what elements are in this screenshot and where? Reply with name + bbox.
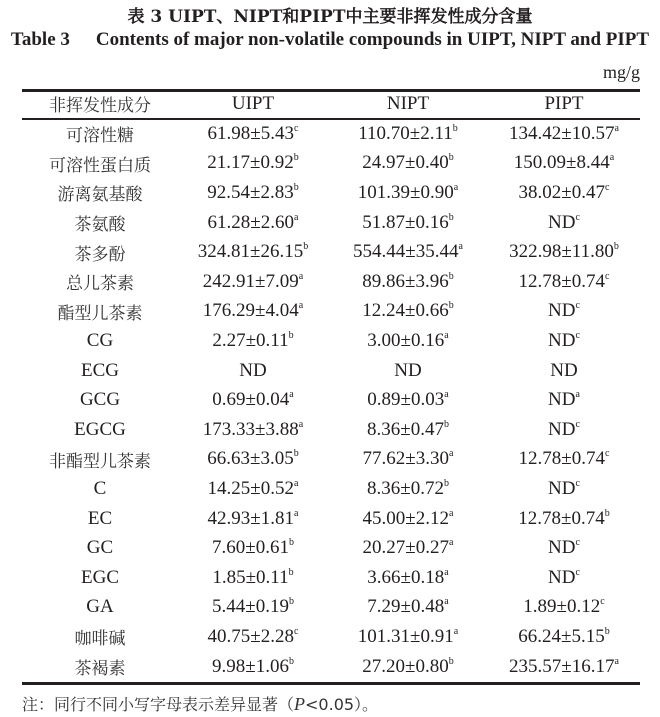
pipt-value [488,567,640,589]
mean-sd: 92.54±2.83 [207,181,294,203]
compound-name: EGCG [74,418,126,440]
note-prefix: 注：同行不同小写字母表示差异显著（ [22,695,295,714]
compound-name: GCG [79,389,121,411]
significance-letter: c [575,418,580,430]
uipt-value [178,152,328,174]
significance-letter: b [448,270,454,282]
significance-letter: b [288,655,294,667]
significance-letter: a [448,507,454,519]
pipt-value [488,123,640,145]
bottom-rule [22,682,640,685]
uipt-value [178,626,328,648]
pipt-value [488,241,640,263]
significance-letter: a [298,300,304,312]
significance-letter: c [293,122,299,134]
mean-sd: 12.24±0.66 [362,300,449,322]
table-title-cn: 表 3 UIPT、NIPT和PIPT中主要非挥发性成分含量 [127,7,533,27]
header-compound: 非挥发性成分 [49,96,151,116]
significance-letter: a [448,448,454,460]
significance-letter: b [288,329,294,341]
nipt-value [328,448,488,470]
significance-letter: b [288,566,294,578]
mean-sd: 173.33±3.88 [202,418,299,440]
nipt-value [328,152,488,174]
significance-letter: b [303,241,309,253]
table-row [22,415,640,445]
mean-sd: 8.36±0.72 [367,477,444,499]
significance-letter: b [293,152,299,164]
mean-sd: 101.39±0.90 [357,181,454,203]
mean-sd: 12.78±0.74 [518,270,605,292]
significance-letter: a [444,329,449,341]
significance-letter: a [298,418,304,430]
mean-sd: 8.36±0.47 [367,418,444,440]
mean-sd: 9.98±1.06 [212,655,289,677]
compound-name: 茶氨酸 [74,215,126,236]
compound-name: 茶褐素 [74,659,126,680]
mean-sd: ND [548,329,576,351]
uipt-value [178,182,328,204]
pipt-value [488,271,640,293]
significance-letter: b [604,507,610,519]
uipt-value [178,537,328,559]
header-row [22,89,640,118]
significance-letter: b [288,537,294,549]
table-row [22,445,640,475]
pipt-value [488,626,640,648]
header-pipt: PIPT [544,92,584,114]
compound-name: 非酯型儿茶素 [49,451,151,472]
nipt-value [328,626,488,648]
uipt-value [178,478,328,500]
significance-letter: a [444,566,449,578]
compound-name: 咖啡碱 [74,629,126,650]
pipt-value [488,389,640,411]
mean-sd: 3.66±0.18 [367,566,445,588]
compound-name: 茶多酚 [74,244,126,265]
table-row [22,297,640,327]
pipt-value [488,330,640,352]
uipt-value [178,389,328,411]
compound-name: CG [86,329,114,351]
pipt-value [488,478,640,500]
mean-sd: 2.27±0.11 [212,329,289,351]
mean-sd: 12.78±0.74 [518,448,605,470]
significance-letter: c [575,211,580,223]
table-label: Table 3 [10,29,70,50]
compound-name: ECG [81,359,119,381]
mean-sd: 150.09±8.44 [513,152,610,174]
mean-sd: 24.97±0.40 [362,152,449,174]
significance-letter: b [448,152,454,164]
significance-letter: a [458,241,463,253]
table-row [22,533,640,563]
nipt-value [328,537,488,559]
uipt-value [178,212,328,234]
uipt-value [178,508,328,530]
table-row [22,385,640,415]
mean-sd: 89.86±3.96 [362,270,449,292]
significance-letter: a [575,389,580,401]
compound-name: GC [86,537,114,559]
significance-letter: c [604,270,610,282]
mean-sd: 1.89±0.12 [523,596,601,618]
uipt-value [178,567,328,589]
significance-letter: b [613,241,619,253]
compound-name: 酯型儿茶素 [57,303,143,324]
significance-letter: c [604,448,610,460]
significance-letter: b [443,477,449,489]
table-row [22,267,640,297]
mean-sd: 14.25±0.52 [207,477,294,499]
mean-sd: ND [548,389,576,411]
table-row [22,504,640,534]
pipt-value [488,212,640,234]
mean-sd: 61.98±5.43 [207,122,294,144]
mean-sd: 3.00±0.16 [367,329,445,351]
mean-sd: 42.93±1.81 [207,507,294,529]
uipt-value [178,360,328,382]
nipt-value [328,300,488,322]
significance-letter: b [293,181,299,193]
significance-letter: b [288,596,294,608]
mean-sd: 7.29±0.48 [367,596,445,618]
significance-letter: a [298,270,304,282]
table-row [22,149,640,179]
mean-sd: 40.75±2.28 [207,625,294,647]
mean-sd: 12.78±0.74 [518,507,605,529]
mean-sd: 0.89±0.03 [367,389,445,411]
compound-name: 可溶性糖 [66,126,134,147]
table-row [22,563,640,593]
significance-letter: b [448,300,454,312]
significance-letter: a [293,477,299,489]
uipt-value [178,300,328,322]
significance-letter: a [289,389,294,401]
mean-sd: 66.24±5.15 [518,625,605,647]
compound-name: EGC [81,566,119,588]
table-row [22,326,640,356]
mean-sd: 1.85±0.11 [212,566,289,588]
mean-sd: 134.42±10.57 [509,122,615,144]
uipt-value [178,419,328,441]
nipt-value [328,567,488,589]
mean-sd: 45.00±2.12 [362,507,449,529]
significance-letter: c [293,625,299,637]
mean-sd: 51.87±0.16 [362,211,449,233]
mean-sd: ND [550,359,578,381]
mean-sd: 176.29±4.04 [202,300,299,322]
significance-letter: a [448,537,454,549]
significance-letter: a [614,122,619,134]
mean-sd: 21.17±0.92 [207,152,294,174]
significance-letter: a [444,596,449,608]
mean-sd: 7.60±0.61 [212,537,289,559]
significance-letter: c [575,300,580,312]
mean-sd: ND [548,418,576,440]
compound-name: GA [86,596,114,618]
mean-sd: 242.91±7.09 [202,270,299,292]
mean-sd: 66.63±3.05 [207,448,294,470]
significance-letter: b [448,211,454,223]
nipt-value [328,389,488,411]
pipt-value [488,596,640,618]
uipt-value [178,330,328,352]
mean-sd: ND [548,477,576,499]
compound-name: 总儿茶素 [66,274,134,295]
mean-sd: ND [239,359,267,381]
significance-letter: a [293,507,299,519]
note-suffix: <0.05）。 [305,695,379,714]
pipt-value [488,182,640,204]
mean-sd: 38.02±0.47 [518,181,605,203]
nipt-value [328,212,488,234]
significance-letter: a [444,389,449,401]
significance-letter: a [614,655,619,667]
nipt-value [328,419,488,441]
table-row [22,356,640,386]
significance-letter: a [293,211,299,223]
mean-sd: 101.31±0.91 [357,625,454,647]
mean-sd: ND [394,359,422,381]
significance-letter: b [443,418,449,430]
nipt-value [328,182,488,204]
nipt-value [328,596,488,618]
mean-sd: 110.70±2.11 [358,122,453,144]
pipt-value [488,419,640,441]
pipt-value [488,152,640,174]
uipt-value [178,241,328,263]
uipt-value [178,596,328,618]
nipt-value [328,478,488,500]
table-row [22,178,640,208]
table-row [22,593,640,623]
mean-sd: ND [548,566,576,588]
mean-sd: ND [548,211,576,233]
significance-letter: c [600,596,605,608]
significance-letter: b [448,655,454,667]
pipt-value [488,537,640,559]
nipt-value [328,123,488,145]
note-p: P [294,694,306,714]
nipt-value [328,241,488,263]
header-uipt: UIPT [231,92,275,114]
significance-letter: c [575,329,580,341]
pipt-value [488,448,640,470]
significance-letter: a [453,625,459,637]
compound-name: C [93,477,107,499]
significance-letter: a [453,181,459,193]
nipt-value [328,508,488,530]
header-nipt: NIPT [386,92,430,114]
pipt-value [488,360,640,382]
mean-sd: 322.98±11.80 [509,241,614,263]
nipt-value [328,656,488,678]
uipt-value [178,271,328,293]
significance-letter: c [575,537,580,549]
table-row [22,652,640,682]
compound-name: 可溶性蛋白质 [49,155,151,176]
significance-letter: a [609,152,615,164]
nipt-value [328,360,488,382]
uipt-value [178,123,328,145]
mean-sd: 61.28±2.60 [207,211,294,233]
mean-sd: 324.81±26.15 [197,241,304,263]
unit-label: mg/g [602,62,640,82]
significance-letter: b [452,122,458,134]
significance-letter: c [575,566,580,578]
table-row [22,237,640,267]
mean-sd: 554.44±35.44 [353,241,459,263]
nipt-value [328,271,488,293]
table-row [22,119,640,149]
table-caption: Contents of major non-volatile compounds in UIPT, NIPT and PIPT [95,29,650,50]
uipt-value [178,448,328,470]
pipt-value [488,508,640,530]
nipt-value [328,330,488,352]
uipt-value [178,656,328,678]
pipt-value [488,300,640,322]
table-row [22,208,640,238]
table-row [22,622,640,652]
table-note [22,692,378,715]
mean-sd: 27.20±0.80 [362,655,449,677]
compound-name: EC [87,507,113,529]
compound-name: 游离氨基酸 [57,185,143,206]
mean-sd: 0.69±0.04 [212,389,290,411]
mean-sd: ND [548,537,576,559]
pipt-value [488,656,640,678]
mean-sd: 77.62±3.30 [362,448,449,470]
mean-sd: 20.27±0.27 [362,537,449,559]
significance-letter: c [575,477,580,489]
significance-letter: b [604,625,610,637]
significance-letter: b [293,448,299,460]
table-row [22,474,640,504]
significance-letter: c [604,181,610,193]
mean-sd: ND [548,300,576,322]
mean-sd: 5.44±0.19 [212,596,289,618]
table-title-en [0,29,660,51]
mean-sd: 235.57±16.17 [509,655,615,677]
